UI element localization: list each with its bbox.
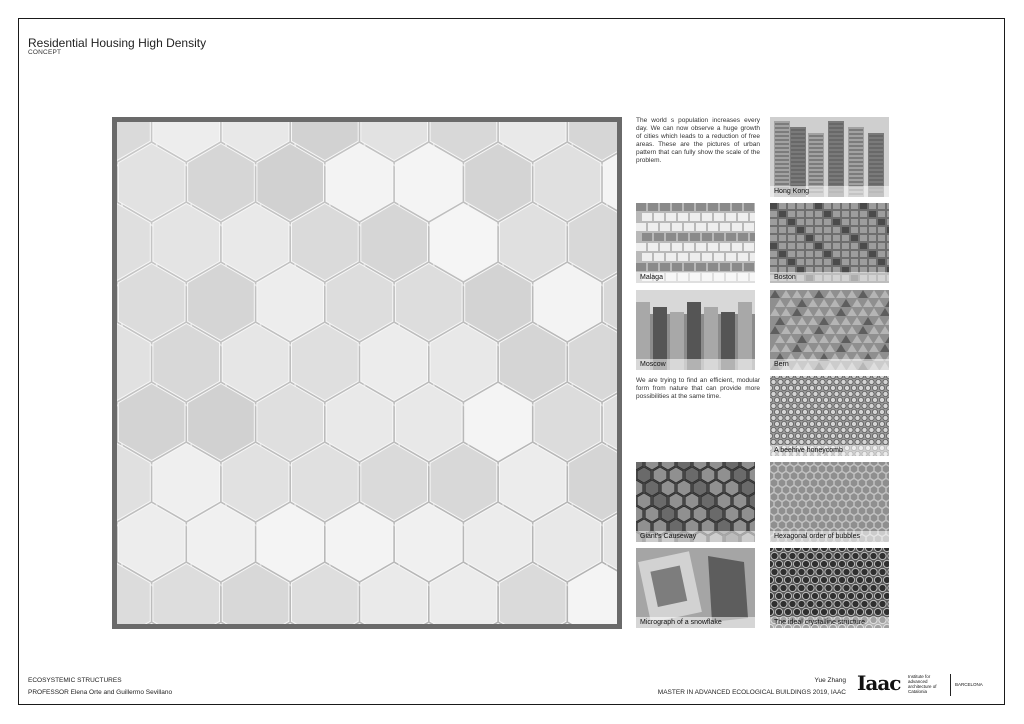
photo-texture [770, 290, 889, 370]
photo-hong-kong [770, 117, 889, 197]
photo-caption: Boston [770, 272, 889, 283]
photo-caption: Micrograph of a snowflake [636, 617, 755, 628]
intro-paragraph: The world s population increases every day. We can now observe a huge growth of cities which leads to a reduction of free areas. These are the pictures of urban pattern that can fully show the scale of the problem. [636, 117, 760, 164]
photo-caption: Malaga [636, 272, 755, 283]
photo-caption: Hong Kong [770, 186, 889, 197]
page-subtitle: CONCEPT [28, 49, 62, 56]
institute-name: Institute for advanced architecture of Catalonia [908, 674, 937, 694]
photo-caption: The ideal crystalline structure [770, 617, 889, 628]
photo-caption: Bern [770, 359, 889, 370]
page-title: Residential Housing High Density [28, 36, 207, 50]
logo-divider [950, 674, 951, 696]
photo-crystal [770, 548, 889, 628]
iaac-logo: Iaac [857, 671, 901, 695]
photo-snowflake [636, 548, 755, 628]
photo-boston [770, 203, 889, 283]
photo-texture [770, 376, 889, 456]
photo-texture [770, 203, 889, 283]
photo-bubbles [770, 462, 889, 542]
photo-beehive [770, 376, 889, 456]
photo-bern [770, 290, 889, 370]
photo-texture [636, 462, 755, 542]
author-name: Yue Zhang [814, 677, 846, 684]
photo-texture [636, 548, 755, 628]
photo-caption: A beehive honeycomb [770, 445, 889, 456]
photo-malaga [636, 203, 755, 283]
photo-texture [770, 548, 889, 628]
photo-texture [636, 203, 755, 283]
photo-texture [770, 462, 889, 542]
photo-caption: Hexagonal order of bubbles [770, 531, 889, 542]
photo-texture [636, 290, 755, 370]
photo-moscow [636, 290, 755, 370]
city-name: BARCELONA [955, 682, 983, 687]
photo-caption: Giant's Causeway [636, 531, 755, 542]
nature-paragraph: We are trying to find an efficient, modular form from nature that can provide more possibilities at the same time. [636, 377, 760, 400]
program-name: MASTER IN ADVANCED ECOLOGICAL BUILDINGS 2019, IAAC [657, 689, 846, 696]
photo-texture [770, 117, 889, 197]
hexagon-wall-image [112, 117, 622, 629]
course-name: ECOSYSTEMIC STRUCTURES [28, 677, 122, 684]
professors: PROFESSOR Elena Orte and Guillermo Sevillano [28, 689, 173, 696]
photo-caption: Moscow [636, 359, 755, 370]
photo-giants-causeway [636, 462, 755, 542]
